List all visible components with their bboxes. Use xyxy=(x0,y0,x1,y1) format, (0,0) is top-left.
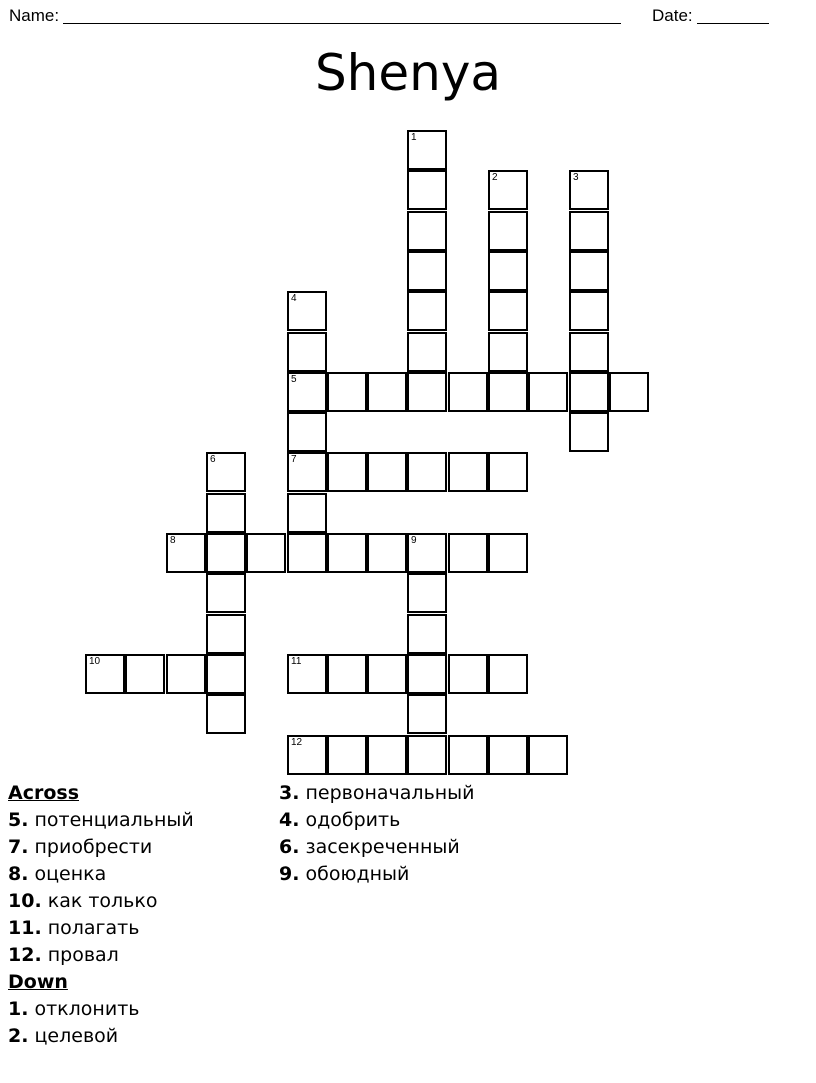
grid-cell[interactable] xyxy=(488,372,528,412)
grid-cell[interactable] xyxy=(609,372,649,412)
grid-cell[interactable] xyxy=(488,170,528,210)
clue-item xyxy=(279,861,475,888)
grid-cell[interactable] xyxy=(206,533,246,573)
grid-cell[interactable] xyxy=(287,493,327,533)
grid-cell[interactable] xyxy=(488,211,528,251)
grid-cell[interactable] xyxy=(407,452,447,492)
grid-cell[interactable] xyxy=(287,452,327,492)
clue-item-number: 2. xyxy=(8,1025,29,1047)
grid-cell[interactable] xyxy=(125,654,165,694)
grid-cell[interactable] xyxy=(488,452,528,492)
clue-number: 2 xyxy=(492,172,498,183)
clue-item xyxy=(8,807,194,834)
clue-item-number: 7. xyxy=(8,836,29,858)
grid-cell[interactable] xyxy=(448,452,488,492)
grid-cell[interactable] xyxy=(367,735,407,775)
grid-cell[interactable] xyxy=(407,735,447,775)
clue-item-text: как только xyxy=(41,890,158,912)
grid-cell[interactable] xyxy=(407,614,447,654)
grid-cell[interactable] xyxy=(407,170,447,210)
clue-item xyxy=(8,1023,194,1050)
down-clue-list-continued xyxy=(279,780,475,888)
grid-cell[interactable] xyxy=(287,533,327,573)
grid-cell[interactable] xyxy=(407,130,447,170)
name-field xyxy=(9,6,621,26)
grid-cell[interactable] xyxy=(367,372,407,412)
clue-number: 5 xyxy=(291,374,297,385)
grid-cell[interactable] xyxy=(206,452,246,492)
grid-cell[interactable] xyxy=(569,170,609,210)
clue-item-text: приобрести xyxy=(28,836,153,858)
clue-item xyxy=(8,834,194,861)
clue-item-text: оценка xyxy=(28,863,107,885)
grid-cell[interactable] xyxy=(287,654,327,694)
grid-cell[interactable] xyxy=(569,372,609,412)
grid-cell[interactable] xyxy=(367,654,407,694)
grid-cell[interactable] xyxy=(488,735,528,775)
clue-number: 10 xyxy=(89,656,101,667)
grid-cell[interactable] xyxy=(287,372,327,412)
clue-item-number: 12. xyxy=(8,944,42,966)
name-label: Name: xyxy=(9,6,60,25)
grid-cell[interactable] xyxy=(166,654,206,694)
grid-cell[interactable] xyxy=(528,372,568,412)
grid-cell[interactable] xyxy=(206,694,246,734)
date-line xyxy=(697,7,769,24)
clue-item xyxy=(279,834,475,861)
clue-number: 1 xyxy=(411,132,417,143)
grid-cell[interactable] xyxy=(488,332,528,372)
grid-cell[interactable] xyxy=(327,452,367,492)
clue-item-number: 10. xyxy=(8,890,42,912)
clue-item-text: провал xyxy=(41,944,119,966)
clue-number: 8 xyxy=(170,535,176,546)
grid-cell[interactable] xyxy=(407,372,447,412)
clue-number: 12 xyxy=(291,737,303,748)
grid-cell[interactable] xyxy=(569,211,609,251)
grid-cell[interactable] xyxy=(448,654,488,694)
grid-cell[interactable] xyxy=(206,614,246,654)
clue-number: 3 xyxy=(573,172,579,183)
clue-number: 7 xyxy=(291,454,297,465)
clue-item-text: засекреченный xyxy=(299,836,460,858)
down-clue-list xyxy=(8,996,194,1050)
clues-right-column xyxy=(279,780,475,888)
grid-cell[interactable] xyxy=(206,573,246,613)
grid-cell[interactable] xyxy=(327,533,367,573)
grid-cell[interactable] xyxy=(488,654,528,694)
grid-cell[interactable] xyxy=(569,251,609,291)
grid-cell[interactable] xyxy=(287,332,327,372)
grid-cell[interactable] xyxy=(569,412,609,452)
grid-cell[interactable] xyxy=(569,291,609,331)
clue-item-number: 4. xyxy=(279,809,300,831)
clue-item xyxy=(8,942,194,969)
grid-cell[interactable] xyxy=(569,332,609,372)
grid-cell[interactable] xyxy=(327,372,367,412)
grid-cell[interactable] xyxy=(407,251,447,291)
clue-item-number: 8. xyxy=(8,863,29,885)
across-heading: Across xyxy=(8,782,80,804)
grid-cell[interactable] xyxy=(327,735,367,775)
clue-item xyxy=(8,861,194,888)
grid-cell[interactable] xyxy=(206,493,246,533)
date-field xyxy=(652,6,769,26)
grid-cell[interactable] xyxy=(448,735,488,775)
clue-item xyxy=(279,807,475,834)
clue-item xyxy=(8,996,194,1023)
grid-cell[interactable] xyxy=(85,654,125,694)
grid-cell[interactable] xyxy=(407,211,447,251)
grid-cell[interactable] xyxy=(488,533,528,573)
clue-item-text: полагать xyxy=(41,917,140,939)
grid-cell[interactable] xyxy=(327,654,367,694)
clue-item-number: 5. xyxy=(8,809,29,831)
grid-cell[interactable] xyxy=(528,735,568,775)
grid-cell[interactable] xyxy=(367,452,407,492)
grid-cell[interactable] xyxy=(448,533,488,573)
clue-item-number: 11. xyxy=(8,917,42,939)
clue-item-number: 9. xyxy=(279,863,300,885)
clue-item xyxy=(8,915,194,942)
grid-cell[interactable] xyxy=(488,291,528,331)
grid-cell[interactable] xyxy=(287,735,327,775)
name-line xyxy=(63,7,621,24)
grid-cell[interactable] xyxy=(407,533,447,573)
grid-cell[interactable] xyxy=(287,412,327,452)
clues-left-column xyxy=(8,780,194,1050)
grid-cell[interactable] xyxy=(407,291,447,331)
grid-cell[interactable] xyxy=(287,291,327,331)
grid-cell[interactable] xyxy=(166,533,206,573)
clue-item-number: 1. xyxy=(8,998,29,1020)
grid-cell[interactable] xyxy=(488,251,528,291)
clue-item-text: обоюдный xyxy=(299,863,410,885)
grid-cell[interactable] xyxy=(448,372,488,412)
clue-number: 9 xyxy=(411,535,417,546)
date-label: Date: xyxy=(652,6,693,25)
down-heading: Down xyxy=(8,971,68,993)
grid-cell[interactable] xyxy=(407,573,447,613)
clue-item xyxy=(279,780,475,807)
grid-cell[interactable] xyxy=(407,694,447,734)
clue-item-number: 6. xyxy=(279,836,300,858)
puzzle-title: Shenya xyxy=(314,44,502,102)
clue-number: 4 xyxy=(291,293,297,304)
clue-item-text: одобрить xyxy=(299,809,401,831)
clue-item-text: первоначальный xyxy=(299,782,475,804)
grid-cell[interactable] xyxy=(367,533,407,573)
grid-cell[interactable] xyxy=(407,332,447,372)
clue-number: 6 xyxy=(210,454,216,465)
grid-cell[interactable] xyxy=(246,533,286,573)
clue-item-text: отклонить xyxy=(28,998,140,1020)
across-clue-list xyxy=(8,807,194,969)
clue-item xyxy=(8,888,194,915)
grid-cell[interactable] xyxy=(407,654,447,694)
clue-item-text: потенциальный xyxy=(28,809,194,831)
clue-item-number: 3. xyxy=(279,782,300,804)
clue-item-text: целевой xyxy=(28,1025,119,1047)
clue-number: 11 xyxy=(291,656,302,667)
grid-cell[interactable] xyxy=(206,654,246,694)
